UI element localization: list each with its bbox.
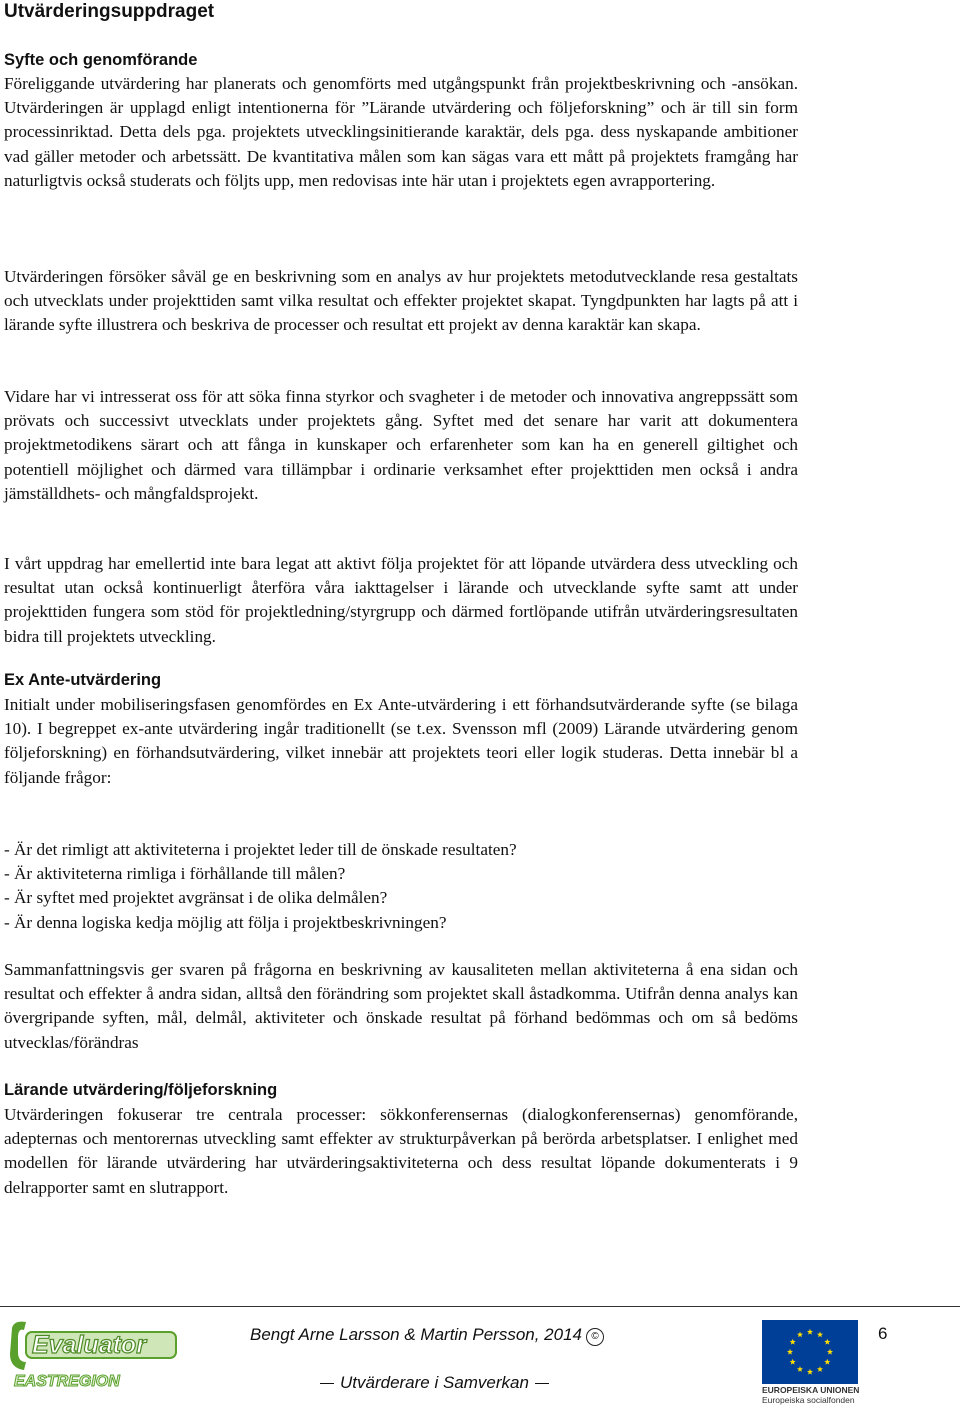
paragraph: Utvärderingen fokuserar tre centrala processer: sökkonferensernas (dialogkonferensernas) genomförande, adepternas och mentorernas utveckling samt effekter av strukturpåverkan på berörda arbetsplatser. I enlighet med modellen för lärande utvärdering har utvärderingsaktiviteterna och dess resultat löpande dokumenterats i 9 delrapporter samt en slutrapport.: [4, 1105, 798, 1197]
paragraph: Vidare har vi intresserat oss för att söka finna styrkor och svagheter i de metoder och innovativa angreppssätt som prövats och successivt utvecklats under projektets gång. Syftet med det senare har varit att dokumentera projektmetodikens särart och att fånga in kunskaper och erfarenheter som kan ha en generell giltighet och potentiell möjlighet och därmed vara tillämpbar i ordinarie verksamhet efter projekttiden men också i andra jämställdhets- och mångfaldsprojekt.: [4, 387, 798, 503]
paragraph: Föreliggande utvärdering har planerats och genomförts med utgångspunkt från projektbeskrivning och -ansökan. Utvärderingen är upplagd enligt intentionerna för ”Lärande utvärdering och följeforskning” och är till sin form processinriktad. Detta dels pga. projektets utvecklingsinitierande karaktär, dels pga. dess nyskapande ambitioner vad gäller metoder och arbetssätt. De kvantitativa målen som kan sägas vara ett mått på projektets framgång har naturligtvis också studerats och följts upp, men redovisas inte här utan i projektets egen avrapportering.: [4, 74, 798, 190]
page-number: 6: [878, 1324, 888, 1343]
esf-label: Europeiska socialfonden: [762, 1395, 855, 1405]
footer-subtitle: Utvärderare i Samverkan: [320, 1372, 549, 1394]
svg-text:Evaluator: Evaluator: [32, 1331, 146, 1359]
paragraph: I vårt uppdrag har emellertid inte bara legat att aktivt följa projektet för att löpande utvärdera dess utveckling och resultat utan också kontinuerligt återföra våra iakttagelser i lärande och utvecklande syfte samt att under projekttiden fungera som stöd för projektledning/styrgrupp och därmed fortlöpande utifrån utvärderingsresultaten bidra till projektets utveckling.: [4, 554, 798, 646]
evaluator-logo: [4, 1318, 184, 1394]
paragraph: Initialt under mobiliseringsfasen genomfördes en Ex Ante-utvärdering i ett förhandsutvärderande syfte (se bilaga 10). I begreppet ex-ante utvärdering ingår traditionellt (se t.ex. Svensson mfl (2009) Lärande utvärdering genom följeforskning) en förhandsutvärdering, vilket innebär att projektets teori eller logik studeras. Detta innebär bl a följande frågor:: [4, 695, 798, 787]
list-item: - Är denna logiska kedja möjlig att följa i projektbeskrivningen?: [4, 912, 447, 932]
footer-divider: [0, 1306, 960, 1307]
section-heading-syfte: Syfte och genomförande: [4, 51, 198, 69]
footer-authors: Bengt Arne Larsson & Martin Persson, 2014 ©: [250, 1324, 604, 1346]
list-item: - Är det rimligt att aktiviteterna i projektet leder till de önskade resultaten?: [4, 840, 517, 859]
copyright-icon: ©: [586, 1328, 604, 1346]
eu-logo: [762, 1320, 860, 1408]
section-heading-ex-ante: Ex Ante-utvärdering: [4, 671, 162, 689]
list-item: - Är syftet med projektet avgränsat i de olika delmålen?: [4, 888, 388, 908]
list-item: - Är aktiviteterna rimliga i förhållande till målen?: [4, 864, 346, 884]
paragraph: Utvärderingen försöker såväl ge en beskrivning som en analys av hur projektets metodutvecklande resa gestaltats och utvecklats under projekttiden samt vilka resultat och effekter projektet skapat. Tyngdpunkten har lagts på att i lärande syfte illustrera och beskriva de processer och resultat ett projekt av denna karaktär kan skapa.: [4, 267, 798, 335]
eu-flag-icon: [762, 1320, 858, 1384]
summary-paragraph: Sammanfattningsvis ger svaren på frågorna en beskrivning av kausaliteten mellan aktiviteterna å ena sidan och resultat och effekter å andra sidan, alltså den förändring som projektet skall åstadkomma. Utifrån denna analys kan övergripande syften, mål, delmål, aktiviteter och önskade resultat på förhand bedömmas och om så bedöms utvecklas/förändras: [4, 960, 798, 1052]
page-title: Utvärderingsuppdraget: [4, 1, 215, 22]
svg-text:EASTREGION: EASTREGION: [14, 1373, 120, 1390]
eu-label: EUROPEISKA UNIONEN: [762, 1385, 860, 1395]
section-heading-larande: Lärande utvärdering/följeforskning: [4, 1081, 278, 1099]
question-list: [4, 838, 798, 935]
